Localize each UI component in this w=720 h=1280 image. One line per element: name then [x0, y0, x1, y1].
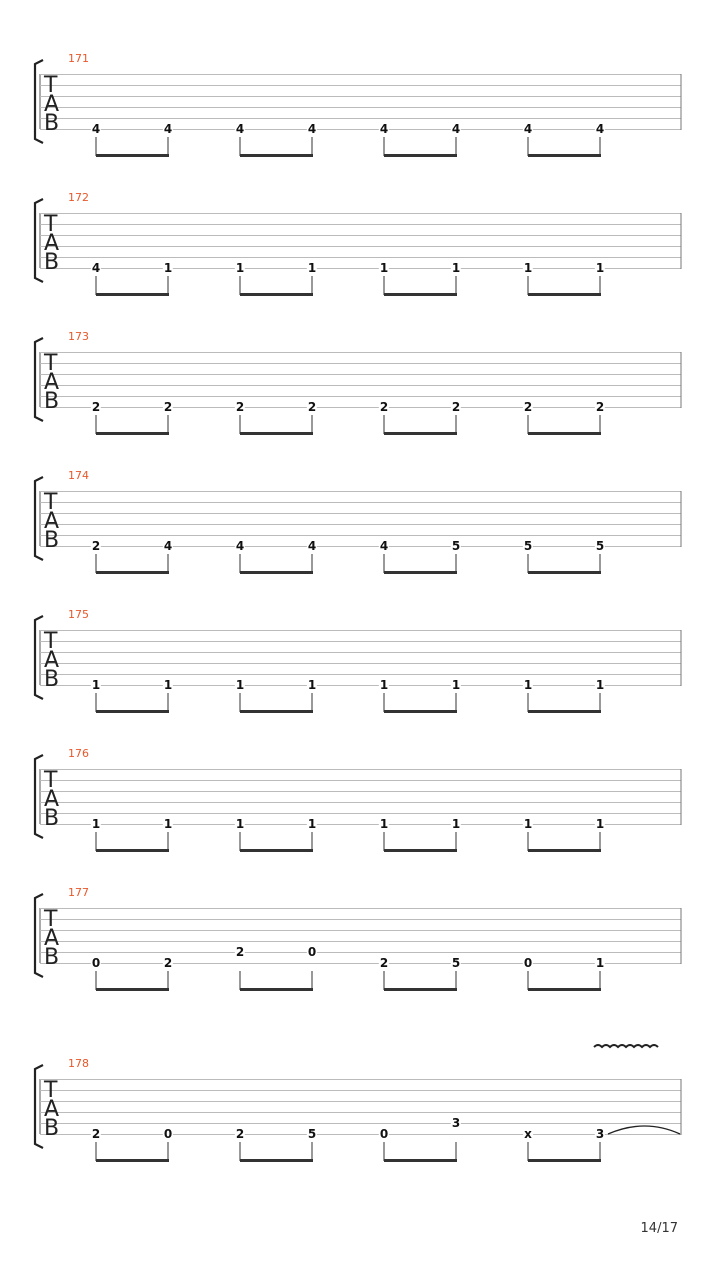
- system-bracket: [35, 338, 43, 421]
- fret-number: 1: [307, 678, 317, 692]
- measure-number: 172: [68, 191, 89, 204]
- beam: [240, 849, 313, 852]
- tab-clef-letter: A: [44, 231, 60, 256]
- fret-number: 3: [595, 1127, 605, 1141]
- tab-clef-letter: T: [44, 629, 58, 654]
- system-bracket: [35, 60, 43, 143]
- system-bracket: [35, 755, 43, 838]
- beam: [384, 849, 457, 852]
- fret-number: 2: [307, 400, 317, 414]
- fret-number: 1: [523, 817, 533, 831]
- staff-lines: [0, 886, 720, 996]
- beam: [528, 432, 601, 435]
- tab-system: [0, 191, 720, 301]
- staff-lines: [0, 191, 720, 301]
- tab-clef-letter: T: [44, 1078, 58, 1103]
- beam: [384, 154, 457, 157]
- fret-number: 1: [451, 678, 461, 692]
- fret-number: 3: [451, 1116, 461, 1130]
- tab-clef-letter: B: [44, 250, 60, 275]
- system-bracket: [35, 199, 43, 282]
- fret-number: 4: [91, 122, 101, 136]
- tab-clef-letter: T: [44, 212, 58, 237]
- tab-clef-letter: A: [44, 92, 60, 117]
- system-bracket: [35, 477, 43, 560]
- beam: [96, 154, 169, 157]
- tab-clef-letter: A: [44, 787, 60, 812]
- fret-number: 1: [595, 817, 605, 831]
- staff-lines: [0, 608, 720, 718]
- staff-lines: [0, 469, 720, 579]
- tab-system: [0, 747, 720, 857]
- beam: [240, 154, 313, 157]
- fret-number: x: [524, 1127, 532, 1141]
- system-bracket: [35, 894, 43, 977]
- fret-number: 5: [451, 539, 461, 553]
- fret-number: 2: [235, 945, 245, 959]
- measure-number: 177: [68, 886, 89, 899]
- tab-clef-letter: B: [44, 389, 60, 414]
- fret-number: 0: [91, 956, 101, 970]
- beam: [240, 293, 313, 296]
- fret-number: 4: [163, 539, 173, 553]
- fret-number: 4: [91, 261, 101, 275]
- fret-number: 1: [523, 261, 533, 275]
- tab-system: [0, 52, 720, 162]
- fret-number: 1: [163, 678, 173, 692]
- measure-number: 178: [68, 1057, 89, 1070]
- fret-number: 4: [163, 122, 173, 136]
- beam: [384, 988, 457, 991]
- measure-number: 173: [68, 330, 89, 343]
- staff-lines: [0, 52, 720, 162]
- fret-number: 1: [235, 678, 245, 692]
- fret-number: 1: [307, 261, 317, 275]
- fret-number: 2: [163, 400, 173, 414]
- fret-number: 4: [379, 539, 389, 553]
- fret-number: 5: [595, 539, 605, 553]
- tab-clef-letter: B: [44, 111, 60, 136]
- beam: [528, 154, 601, 157]
- tab-clef-letter: T: [44, 73, 58, 98]
- fret-number: 0: [307, 945, 317, 959]
- fret-number: 4: [379, 122, 389, 136]
- beam: [96, 710, 169, 713]
- beam: [528, 1159, 601, 1162]
- measure-number: 174: [68, 469, 89, 482]
- tab-clef-letter: B: [44, 528, 60, 553]
- fret-number: 1: [523, 678, 533, 692]
- tab-clef-letter: A: [44, 1097, 60, 1122]
- fret-number: 1: [379, 678, 389, 692]
- fret-number: 0: [379, 1127, 389, 1141]
- fret-number: 2: [451, 400, 461, 414]
- fret-number: 2: [379, 400, 389, 414]
- fret-number: 4: [595, 122, 605, 136]
- beam: [240, 571, 313, 574]
- fret-number: 2: [235, 400, 245, 414]
- beam: [528, 293, 601, 296]
- fret-number: 1: [235, 261, 245, 275]
- fret-number: 4: [307, 539, 317, 553]
- tab-clef-letter: B: [44, 806, 60, 831]
- fret-number: 2: [235, 1127, 245, 1141]
- fret-number: 2: [523, 400, 533, 414]
- fret-number: 5: [451, 956, 461, 970]
- beam: [384, 1159, 457, 1162]
- tab-system: [0, 330, 720, 440]
- beam: [96, 293, 169, 296]
- page-number: 14/17: [640, 1221, 678, 1236]
- measure-number: 175: [68, 608, 89, 621]
- staff-lines: [0, 747, 720, 857]
- measure-number: 176: [68, 747, 89, 760]
- tab-clef-letter: B: [44, 1116, 60, 1141]
- fret-number: 1: [307, 817, 317, 831]
- fret-number: 1: [451, 817, 461, 831]
- beam: [384, 710, 457, 713]
- fret-number: 5: [307, 1127, 317, 1141]
- fret-number: 2: [91, 400, 101, 414]
- staff-lines: [0, 1057, 720, 1167]
- beam: [384, 293, 457, 296]
- fret-number: 1: [235, 817, 245, 831]
- tab-system: [0, 469, 720, 579]
- tab-clef-letter: A: [44, 648, 60, 673]
- measure-number: 171: [68, 52, 89, 65]
- tab-clef-letter: A: [44, 509, 60, 534]
- tie-slur: [608, 1126, 680, 1134]
- fret-number: 1: [595, 956, 605, 970]
- beam: [96, 988, 169, 991]
- fret-number: 1: [595, 261, 605, 275]
- fret-number: 4: [523, 122, 533, 136]
- fret-number: 1: [91, 678, 101, 692]
- fret-number: 2: [379, 956, 389, 970]
- beam: [96, 1159, 169, 1162]
- fret-number: 4: [307, 122, 317, 136]
- fret-number: 1: [163, 817, 173, 831]
- fret-number: 0: [163, 1127, 173, 1141]
- tab-system: [0, 886, 720, 996]
- beam: [384, 432, 457, 435]
- tab-clef-letter: B: [44, 667, 60, 692]
- tab-clef-letter: T: [44, 907, 58, 932]
- vibrato-mark: [594, 1045, 658, 1047]
- system-bracket: [35, 616, 43, 699]
- fret-number: 4: [235, 539, 245, 553]
- fret-number: 2: [91, 539, 101, 553]
- beam: [96, 849, 169, 852]
- fret-number: 4: [235, 122, 245, 136]
- tab-system: [0, 1057, 720, 1167]
- beam: [240, 1159, 313, 1162]
- fret-number: 1: [451, 261, 461, 275]
- fret-number: 1: [379, 261, 389, 275]
- beam: [240, 432, 313, 435]
- beam: [384, 571, 457, 574]
- tab-clef-letter: T: [44, 351, 58, 376]
- beam: [240, 710, 313, 713]
- beam: [96, 571, 169, 574]
- fret-number: 1: [379, 817, 389, 831]
- beam: [528, 849, 601, 852]
- beam: [528, 710, 601, 713]
- tab-clef-letter: A: [44, 370, 60, 395]
- beam: [240, 988, 313, 991]
- fret-number: 2: [595, 400, 605, 414]
- beam: [528, 988, 601, 991]
- fret-number: 2: [91, 1127, 101, 1141]
- system-bracket: [35, 1065, 43, 1148]
- beam: [528, 571, 601, 574]
- fret-number: 1: [163, 261, 173, 275]
- beam: [96, 432, 169, 435]
- fret-number: 1: [91, 817, 101, 831]
- tab-clef-letter: B: [44, 945, 60, 970]
- fret-number: 5: [523, 539, 533, 553]
- tab-system: [0, 608, 720, 718]
- tab-clef-letter: T: [44, 768, 58, 793]
- tab-clef-letter: T: [44, 490, 58, 515]
- fret-number: 1: [595, 678, 605, 692]
- fret-number: 4: [451, 122, 461, 136]
- fret-number: 0: [523, 956, 533, 970]
- tab-clef-letter: A: [44, 926, 60, 951]
- fret-number: 2: [163, 956, 173, 970]
- staff-lines: [0, 330, 720, 440]
